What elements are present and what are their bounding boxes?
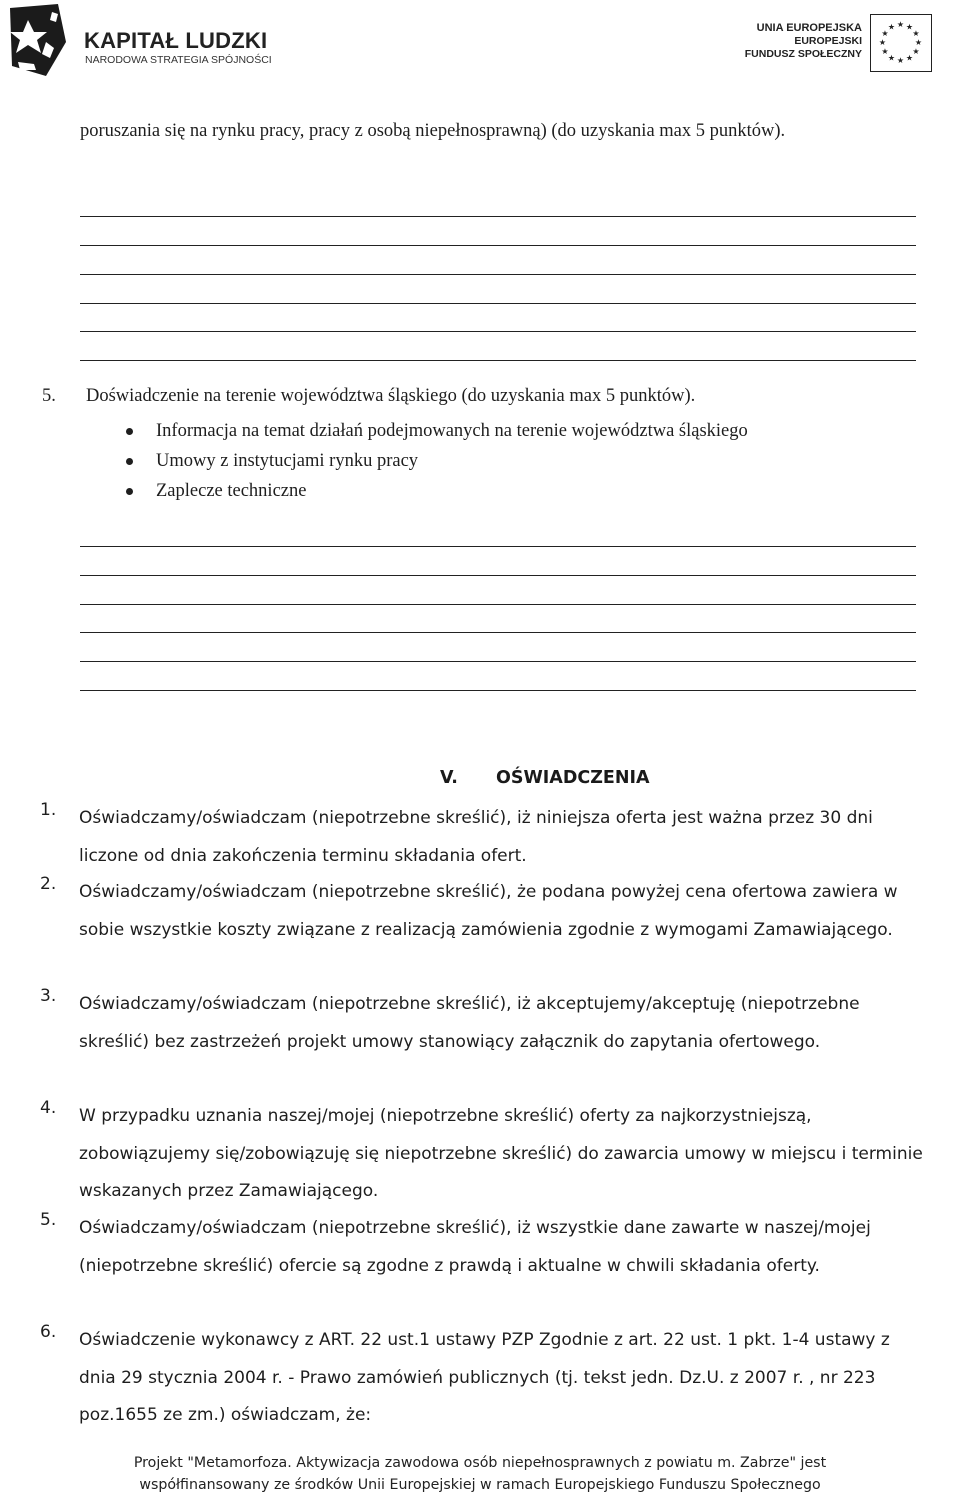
writing-line: [80, 661, 916, 662]
declaration-text: Oświadczamy/oświadczam (niepotrzebne skreślić), iż wszystkie dane zawarte w naszej/mojej (niepotrzebne skreślić) ofercie są zgodne z prawdą i aktualne w chwili składania oferty.: [79, 1218, 871, 1276]
writing-line: [80, 632, 916, 633]
section-roman-number: V.: [440, 768, 458, 788]
footer-line-2: współfinansowany ze środków Unii Europejskiej w ramach Europejskiego Funduszu Społecznego: [139, 1477, 821, 1493]
writing-line: [80, 245, 916, 246]
bullet-dot-icon: [126, 458, 133, 465]
kapital-ludzki-title: KAPITAŁ LUDZKI: [84, 28, 268, 53]
eu-logo-line1: UNIA EUROPEJSKA: [756, 22, 862, 34]
footer-line-1: Projekt "Metamorfoza. Aktywizacja zawodowa osób niepełnosprawnych z powiatu m. Zabrze" jest: [133, 1455, 827, 1471]
svg-text:★: ★: [878, 38, 887, 47]
writing-line: [80, 303, 916, 304]
page-header: [0, 0, 960, 80]
declaration-number: 6.: [40, 1322, 57, 1342]
declaration-number: 4.: [40, 1098, 57, 1118]
eu-logo-line3: FUNDUSZ SPOŁECZNY: [744, 48, 862, 60]
declaration-text: W przypadku uznania naszej/mojej (niepotrzebne skreślić) oferty za najkorzystniejszą, zobowiązujemy się/zobowiązuję się niepotrzebne skreślić) do zawarcia umowy w miejscu i terminie wskazanych przez Zamawiającego.: [79, 1106, 923, 1201]
criterion-5-number: 5.: [42, 386, 56, 406]
kapital-ludzki-subtitle: NARODOWA STRATEGIA SPÓJNOŚCI: [85, 54, 272, 66]
bullet-text: Zaplecze techniczne: [156, 481, 307, 501]
bullet-text: Informacja na temat działań podejmowanych na terenie województwa śląskiego: [156, 421, 748, 441]
svg-text:★: ★: [896, 20, 905, 29]
declaration-number: 2.: [40, 874, 57, 894]
writing-line: [80, 690, 916, 691]
svg-text:★: ★: [881, 47, 889, 56]
writing-line: [80, 360, 916, 361]
writing-line: [80, 546, 916, 547]
writing-line: [80, 575, 916, 576]
criterion-5-bullets: [120, 416, 920, 506]
declaration-number: 1.: [40, 800, 57, 820]
bullet-item: [120, 476, 920, 506]
kapital-ludzki-emblem-icon: [6, 2, 78, 78]
page-footer: [0, 1452, 960, 1496]
declaration-text: Oświadczamy/oświadczam (niepotrzebne skreślić), iż akceptujemy/akceptuję (niepotrzebne skreślić) bez zastrzeżeń projekt umowy stanowiący załącznik do zapytania ofertowego.: [79, 994, 860, 1052]
svg-text:★: ★: [905, 22, 914, 32]
intro-paragraph: poruszania się na rynku pracy, pracy z osobą niepełnosprawną) (do uzyskania max 5 punktów).: [80, 121, 786, 141]
svg-text:★: ★: [905, 53, 914, 63]
svg-text:★: ★: [881, 29, 889, 38]
writing-line: [80, 604, 916, 605]
writing-line: [80, 216, 916, 217]
svg-text:★: ★: [896, 56, 905, 65]
bullet-item: [120, 446, 920, 476]
eu-logo-line2: EUROPEJSKI: [794, 35, 862, 47]
bullet-item: [120, 416, 920, 446]
declaration-text: Oświadczamy/oświadczam (niepotrzebne skreślić), iż niniejsza oferta jest ważna przez 30 dni liczone od dnia zakończenia terminu składania ofert.: [79, 808, 873, 866]
bullet-dot-icon: [126, 428, 133, 435]
writing-line: [80, 331, 916, 332]
declaration-number: 5.: [40, 1210, 57, 1230]
criterion-5-title: Doświadczenie na terenie województwa śląskiego (do uzyskania max 5 punktów).: [86, 386, 696, 406]
kapital-ludzki-logo: [6, 2, 306, 78]
declaration-text: Oświadczenie wykonawcy z ART. 22 ust.1 ustawy PZP Zgodnie z art. 22 ust. 1 pkt. 1-4 ustawy z dnia 29 stycznia 2004 r. - Prawo zamówień publicznych (tj. tekst jedn. Dz.U. z 2007 r. , nr 223 poz.1655 ze zm.) oświadczam, że:: [79, 1330, 890, 1425]
bullet-text: Umowy z instytucjami rynku pracy: [156, 451, 419, 471]
declaration-number: 3.: [40, 986, 57, 1006]
section-title: OŚWIADCZENIA: [496, 768, 650, 788]
svg-text:★: ★: [914, 38, 923, 47]
declaration-text: Oświadczamy/oświadczam (niepotrzebne skreślić), że podana powyżej cena ofertowa zawiera w sobie wszystkie koszty związane z realizacją zamówienia zgodnie z wymogami Zamawiającego.: [79, 882, 898, 940]
eu-logo: [712, 14, 932, 74]
svg-text:★: ★: [887, 53, 896, 63]
section-heading: [440, 768, 650, 788]
eu-flag-icon: [870, 14, 932, 72]
svg-text:★: ★: [912, 47, 920, 56]
bullet-dot-icon: [126, 488, 133, 495]
eu-logo-text: [745, 22, 862, 61]
writing-line: [80, 274, 916, 275]
svg-text:★: ★: [912, 29, 920, 38]
svg-text:★: ★: [887, 22, 896, 32]
